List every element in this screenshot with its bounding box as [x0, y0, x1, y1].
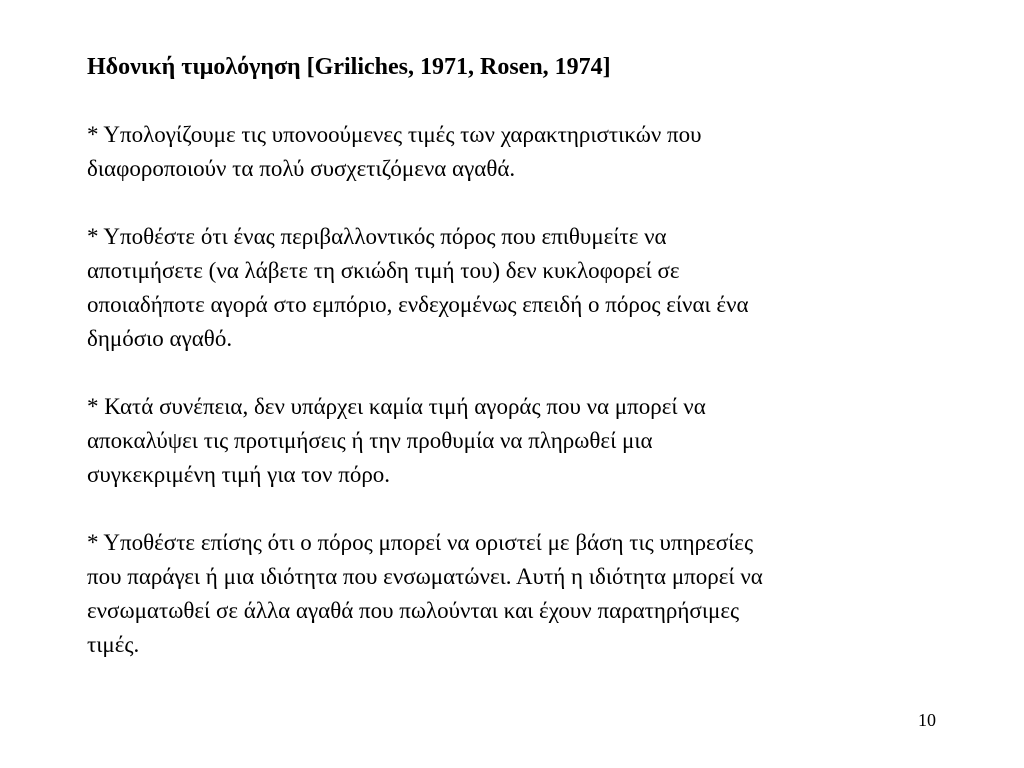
- text-line: * Υποθέστε ότι ένας περιβαλλοντικός πόρος που επιθυμείτε να: [87, 224, 667, 249]
- text-line: δημόσιο αγαθό.: [87, 326, 233, 351]
- bullet-paragraph-4: [87, 526, 957, 662]
- slide-content: [87, 50, 957, 662]
- bullet-paragraph-1: [87, 118, 957, 186]
- text-line: τιμές.: [87, 632, 140, 657]
- bullet-paragraph-3: [87, 390, 957, 492]
- text-line: που παράγει ή μια ιδιότητα που ενσωματώνει. Αυτή η ιδιότητα μπορεί να: [87, 564, 763, 589]
- text-line: * Υπολογίζουμε τις υπονοούμενες τιμές των χαρακτηριστικών που: [87, 122, 702, 147]
- text-line: ενσωματωθεί σε άλλα αγαθά που πωλούνται και έχουν παρατηρήσιμες: [87, 598, 740, 623]
- text-line: οποιαδήποτε αγορά στο εμπόριο, ενδεχομένως επειδή ο πόρος είναι ένα: [87, 292, 749, 317]
- bullet-paragraph-2: [87, 220, 957, 356]
- text-line: αποκαλύψει τις προτιμήσεις ή την προθυμία να πληρωθεί μια: [87, 428, 653, 453]
- text-line: συγκεκριμένη τιμή για τον πόρο.: [87, 462, 391, 487]
- text-line: διαφοροποιούν τα πολύ συσχετιζόμενα αγαθά.: [87, 156, 516, 181]
- slide-title: Ηδονική τιμολόγηση [Griliches, 1971, Rosen, 1974]: [87, 54, 611, 80]
- text-line: * Κατά συνέπεια, δεν υπάρχει καμία τιμή αγοράς που να μπορεί να: [87, 394, 706, 419]
- text-line: αποτιμήσετε (να λάβετε τη σκιώδη τιμή του) δεν κυκλοφορεί σε: [87, 258, 680, 283]
- text-line: * Υποθέστε επίσης ότι ο πόρος μπορεί να οριστεί με βάση τις υπηρεσίες: [87, 530, 754, 555]
- page-number: 10: [918, 710, 936, 730]
